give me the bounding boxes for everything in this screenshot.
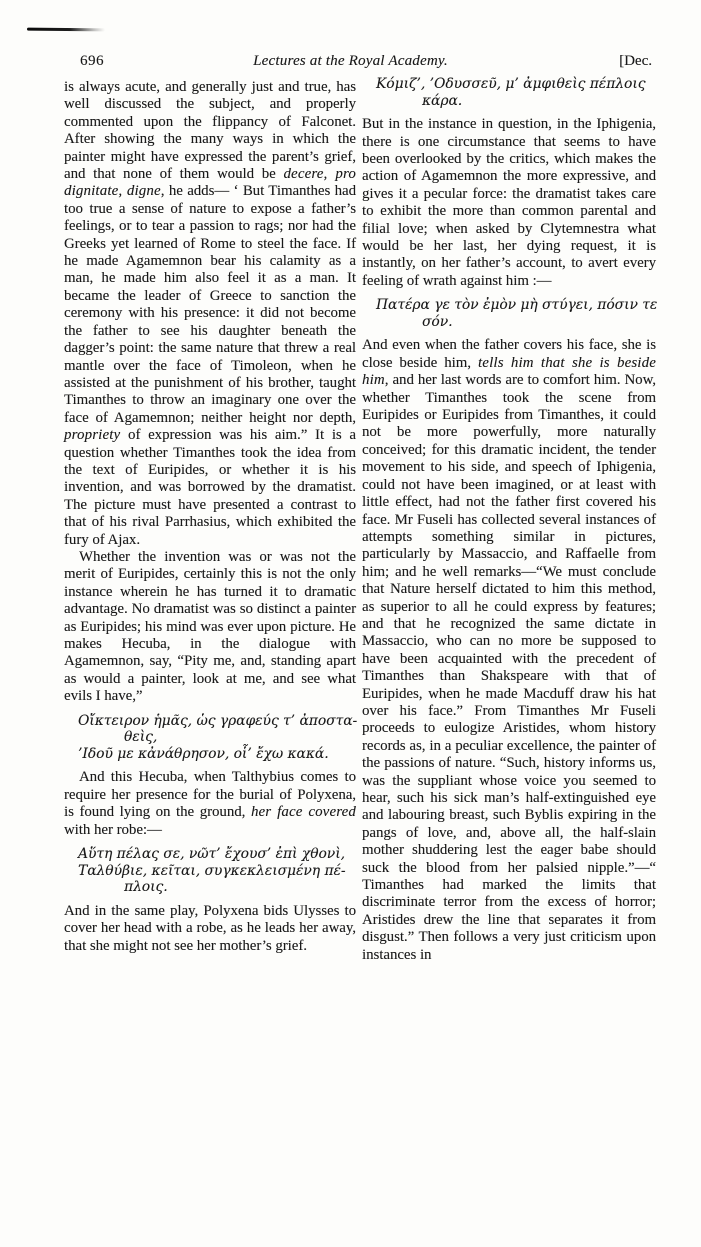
greek-quotation xyxy=(78,846,356,896)
paragraph: Whether the invention was or was not the merit of Euripides, certainly this is not the only instance wherein he has turned it to dramatic advantage. No dramatist was so distinct a painter as Euripides; his mind was ever upon picture. He makes Hecuba, in the dialogue with Agamemnon, say, “Pity me, and, standing apart as would a painter, look at me, and see what evils I have,” xyxy=(64,548,356,705)
greek-line: πλοις. xyxy=(124,879,168,896)
page-number: 696 xyxy=(80,53,104,69)
running-title: Lectures at the Royal Academy. xyxy=(253,53,448,69)
paragraph: is always acute, and generally just and true, has well discussed the subject, and properly commented upon the flippancy of Falconet. After showing the many ways in which the painter might have expressed the parent’s grief, and that none of them would be decere, pro dignitate, digne, he adds— ‘ But Timanthes had too true a sense of nature to expose a father’s feelings, or to tear a passion to rags; nor had the Greeks yet learned of Rome to steel the face. If he made Agamemnon bear his calamity as a man, he made him also feel it as a man. It became the leader of Greece to sanction the ceremony with his presence: it did not become the father to see his daughter beneath the dagger’s point: the same nature that threw a real mantle over the face of Timoleon, when he assisted at the punishment of his brother, taught Timanthes to throw an imaginary one over the face of Agamemnon; neither height nor depth, propriety of expression was his aim.” It is a question whether Timanthes took the idea from the text of Euripides, or whether it is his invention, and was borrowed by the dramatist. The picture must have presented a contrast to that of his rival Parrhasius, which exhibited the fury of Ajax. xyxy=(64,79,357,548)
greek-quotation xyxy=(376,297,656,330)
greek-line: ’Ιδοῦ με κἀνάθρησον, οἷ’ ἔχω κακά. xyxy=(78,745,329,762)
greek-line: θεὶς, xyxy=(124,729,158,746)
paragraph: And even when the father covers his face, she is close beside him, tells him that she is beside him, and her last words are to comfort him. Now, whether Timanthes took the scene from Euripides or Euripides from Timanthes, it could not be more powerfully, more naturally conceived; for this dramatic incident, the tender movement to his side, and speech of Iphigenia, could not have been imagined, or at least with little effect, had not the father first covered his face. Mr Fuseli has collected several instances of attempts something similar in pictures, particularly by Massaccio, and Raffaelle from him; and he well remarks—“We must conclude that Nature herself dictated to him this method, as superior to all he could express by features; and that he recognized the same dictate in Massaccio, who can no more be supposed to have been acquainted with the precedent of Timanthes than Shakspeare with that of Euripides, when he made Macduff draw his hat over his face.” From Timanthes Mr Fuseli proceeds to eulogize Aristides, whom history records as, in a peculiar excellence, the painter of the passions of nature. “Such, history informs us, was the suppliant whose voice you seemed to hear, such his sick man’s half-extinguished eye and labouring breast, such Byblis expiring in the pangs of love, and, above all, the half-slain mother shuddering lest the eager babe should suck the blood from her palsied nipple.”—“ Timanthes had marked the limits that discriminate terror from the excess of horror; Aristides drew the line that separates it from disgust.” Then follows a very just criticism upon instances in xyxy=(362,337,656,963)
greek-line: Κόμιζ’, ’Οδυσσεῦ, μ’ ἀμφιθεὶς πέπλοις xyxy=(376,76,646,92)
scan-artifact-line xyxy=(27,28,105,32)
greek-line: Ταλθύβιε, κεῖται, συγκεκλεισμένη πέ- xyxy=(78,862,346,879)
greek-line: Αὕτη πέλας σε, νῶτ’ ἔχουσ’ ἐπὶ χθονὶ, xyxy=(78,846,345,863)
greek-line: Πατέρα γε τὸν ἐμὸν μὴ στύγει, πόσιν τε xyxy=(376,297,658,314)
greek-quotation xyxy=(376,76,656,109)
greek-line: κάρα. xyxy=(422,92,463,109)
page-header xyxy=(0,53,701,75)
left-column xyxy=(64,79,356,955)
greek-line: σόν. xyxy=(422,313,453,330)
paragraph: And in the same play, Polyxena bids Ulysses to cover her head with a robe, as he leads her away, that she might not see her mother’s grief. xyxy=(64,902,356,954)
paragraph: And this Hecuba, when Talthybius comes to require her presence for the burial of Polyxena, is found lying on the ground, her face covered with her robe:— xyxy=(64,769,356,838)
greek-line: Οἴκτειρον ἡμᾶς, ὡς γραφεύς τ’ ἀποστα- xyxy=(78,712,358,729)
paragraph: But in the instance in question, in the Iphigenia, there is one circumstance that seems to have been overlooked by the critics, which makes the action of Agamemnon the more expressive, and gives it a pecular force: the dramatist takes care to exhibit the more than common parental and filial love; when asked by Clytemnestra what would be her last, her dying request, it is instantly, on her father’s account, to avert every feeling of wrath against him :— xyxy=(362,116,656,289)
header-date: [Dec. xyxy=(619,53,652,69)
right-column xyxy=(362,76,656,964)
greek-quotation xyxy=(78,713,356,763)
